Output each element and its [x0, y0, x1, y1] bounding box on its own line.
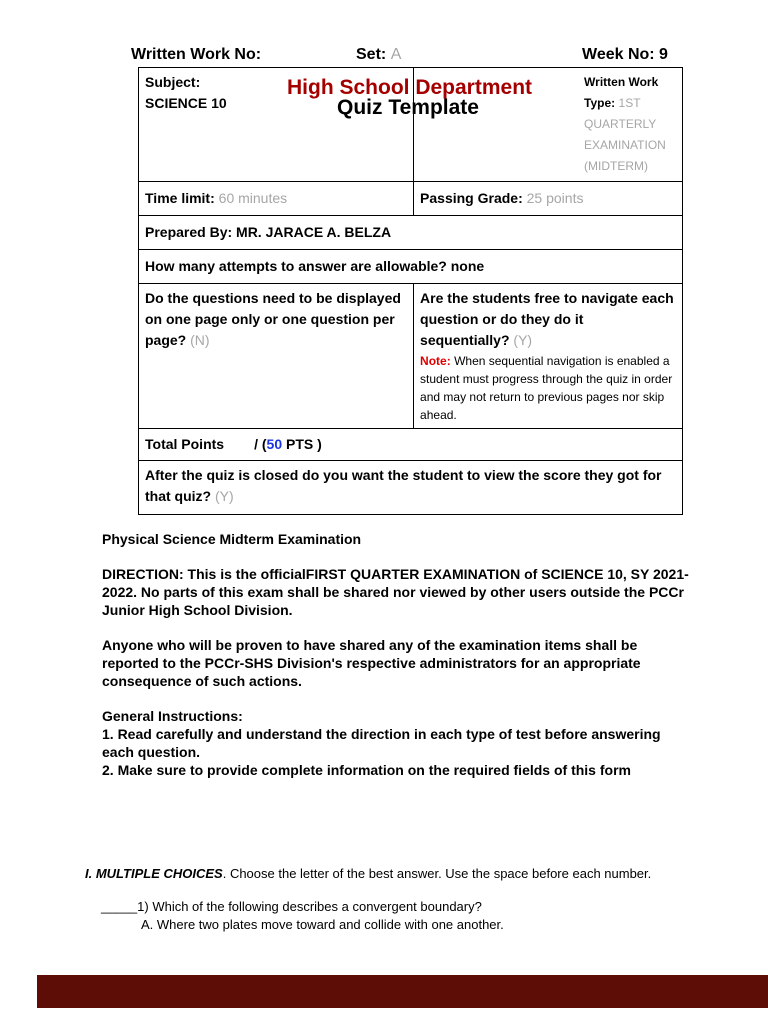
navigation-question-cell — [414, 284, 683, 429]
note-label: Note: — [420, 354, 451, 368]
footer-bar — [37, 975, 768, 1008]
total-points-post: PTS ) — [282, 436, 322, 452]
subject-value: SCIENCE 10 — [145, 95, 227, 111]
direction-paragraph: DIRECTION: This is the officialFIRST QUARTER EXAMINATION of SCIENCE 10, SY 2021-2022. No parts of this exam shall be shared nor viewed by other users outside the PCCr Junior High School Division. — [102, 566, 689, 618]
time-limit-cell — [139, 182, 414, 216]
header-line — [131, 46, 698, 66]
view-score-cell — [139, 461, 683, 515]
display-answer: (N) — [190, 332, 210, 348]
mc-heading: I. MULTIPLE CHOICES — [85, 866, 223, 881]
written-work-label: Written Work No: — [131, 46, 262, 63]
multiple-choice-section — [85, 866, 675, 933]
passing-grade-label: Passing Grade: — [420, 190, 523, 206]
question-1-option-a: A. Where two plates move toward and collide with one another. — [141, 917, 504, 932]
note-text: When sequential navigation is enabled a student must progress through the quiz in order and may not return to previous pages nor skip ahead. — [420, 354, 673, 422]
instructions-title: General Instructions: — [102, 708, 243, 724]
view-score-question: After the quiz is closed do you want the student to view the score they got for that quiz? — [145, 467, 662, 504]
exam-body — [102, 530, 692, 779]
set-value: A — [390, 46, 402, 63]
passing-grade-value: 25 points — [526, 190, 584, 206]
mc-instruction-text: . Choose the letter of the best answer. Use the space before each number. — [222, 866, 652, 881]
display-question: Do the questions need to be displayed on one page only or one question per page? — [145, 290, 401, 348]
total-points-pre: / ( — [254, 436, 267, 452]
mc-instructions — [85, 866, 675, 882]
instruction-2: 2. Make sure to provide complete information on the required fields of this form — [102, 762, 631, 778]
general-instructions — [102, 707, 692, 779]
question-1: _____1) Which of the following describes a convergent boundary? — [101, 899, 482, 914]
total-points-cell — [139, 429, 683, 461]
set-field — [356, 46, 401, 64]
prepared-by: Prepared By: MR. JARACE A. BELZA — [139, 216, 683, 250]
navigation-question: Are the students free to navigate each question or do they do it sequentially? — [420, 290, 674, 348]
type-label-1: Written Work — [584, 75, 659, 89]
type-value-3: EXAMINATION — [584, 138, 666, 152]
type-value-2: QUARTERLY — [584, 117, 657, 131]
display-question-cell — [139, 284, 414, 429]
exam-title: Physical Science Midterm Examination — [102, 531, 362, 547]
week-label: Week No: 9 — [582, 46, 668, 63]
total-points-label: Total Points — [145, 436, 225, 452]
warning-paragraph: Anyone who will be proven to have shared any of the examination items shall be reported to the PCCr-SHS Division's respective administrators for an appropriate consequence of such actions. — [102, 637, 641, 689]
type-label-2: Type: — [584, 96, 616, 110]
time-limit-label: Time limit: — [145, 190, 215, 206]
department-title: High School Department — [287, 76, 533, 99]
subject-label: Subject: — [145, 74, 201, 90]
attempts-question: How many attempts to answer are allowable? none — [139, 250, 683, 284]
time-limit-value: 60 minutes — [218, 190, 288, 206]
instruction-1: 1. Read carefully and understand the direction in each type of test before answering each question. — [102, 726, 661, 760]
navigation-answer: (Y) — [513, 332, 533, 348]
quiz-template-title: Quiz Template — [337, 96, 479, 119]
type-value-4: (MIDTERM) — [584, 159, 649, 173]
view-score-answer: (Y) — [215, 488, 234, 504]
set-label: Set: — [356, 46, 387, 63]
total-points-value: 50 — [266, 436, 283, 452]
subject-cell — [139, 68, 533, 182]
type-value-1: 1ST — [618, 96, 641, 110]
passing-grade-cell — [414, 182, 683, 216]
quiz-info-table — [138, 67, 683, 515]
navigation-note — [420, 352, 676, 424]
